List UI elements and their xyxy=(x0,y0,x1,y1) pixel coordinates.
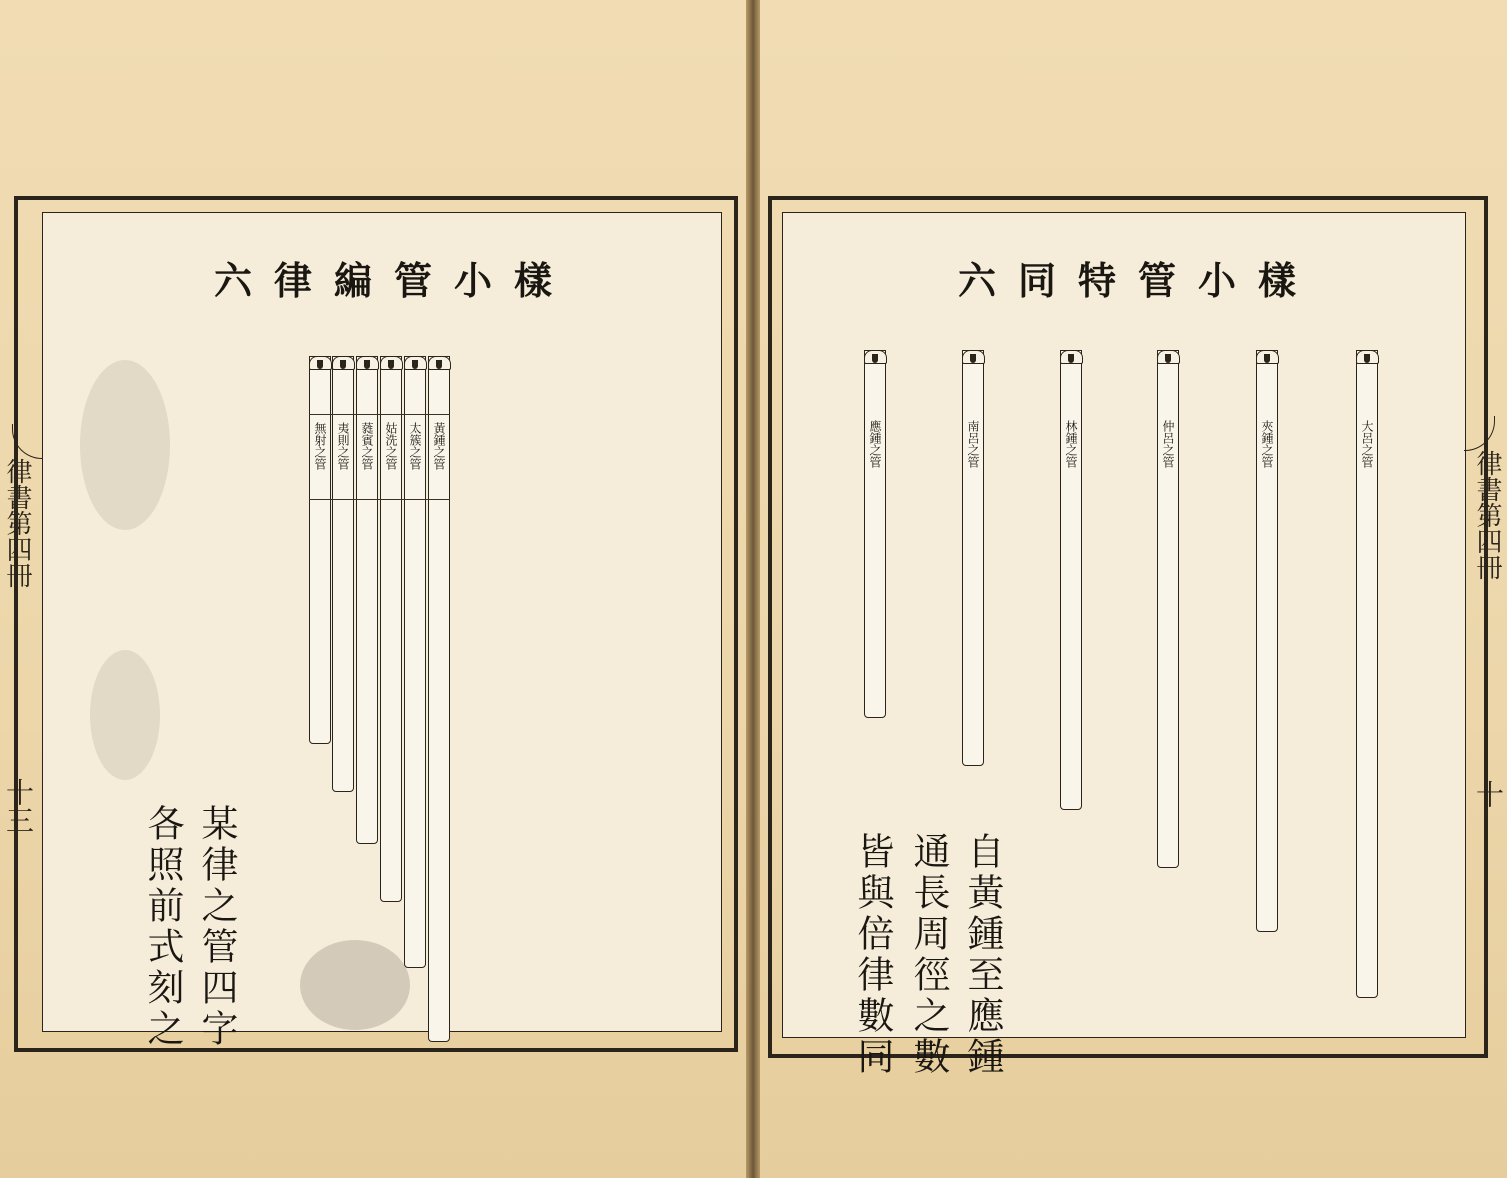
pipe-label: 仲呂之管 xyxy=(1161,420,1175,468)
right-note-line: 皆與倍律數同 xyxy=(851,832,894,1078)
pipe-cap xyxy=(428,356,451,370)
pipe-label: 太簇之管 xyxy=(408,422,422,470)
pipe-label: 蕤賓之管 xyxy=(360,422,374,470)
right-note-line: 通長周徑之數 xyxy=(907,832,950,1078)
pipe-label: 黃鍾之管 xyxy=(432,422,446,470)
pipe-nanlu xyxy=(962,350,984,766)
pipe-cap xyxy=(864,350,887,364)
left-note-line: 某律之管四字 xyxy=(195,804,238,1050)
pipe-cap xyxy=(309,356,332,370)
pipe-label: 林鍾之管 xyxy=(1064,420,1078,468)
pipe-label: 姑洗之管 xyxy=(384,422,398,470)
ink-stain xyxy=(300,940,410,1030)
pipe-label: 夷則之管 xyxy=(336,422,350,470)
right-page xyxy=(760,0,1507,1178)
pipe-cap xyxy=(356,356,379,370)
pipe-label-band xyxy=(309,414,450,500)
pipe-cap xyxy=(1157,350,1180,364)
pipe-label: 南呂之管 xyxy=(966,420,980,468)
pipe-cap xyxy=(332,356,355,370)
right-page-title: 六同特管小樣 xyxy=(958,258,1319,303)
pipe-cap xyxy=(380,356,403,370)
ink-bleed xyxy=(80,360,170,530)
spine-page-number: 十 xyxy=(1472,780,1505,808)
left-note-line: 各照前式刻之 xyxy=(141,804,184,1050)
pipe-cap xyxy=(404,356,427,370)
spine-book-title: 律書第四冊 xyxy=(1472,450,1502,580)
pipe-cap xyxy=(962,350,985,364)
ink-bleed xyxy=(90,650,160,780)
pipe-cap xyxy=(1256,350,1279,364)
pipe-yingzhong xyxy=(864,350,886,718)
fish-tail-mark xyxy=(1464,416,1495,451)
pipe-label: 夾鍾之管 xyxy=(1260,420,1274,468)
left-page xyxy=(0,0,748,1178)
pipe-label: 無射之管 xyxy=(313,422,327,470)
pipe-linzhong xyxy=(1060,350,1082,810)
pipe-label: 大呂之管 xyxy=(1360,420,1374,468)
pipe-cap xyxy=(1356,350,1379,364)
spine-book-title: 律書第四冊 xyxy=(2,458,32,588)
spine-page-number: 十三 xyxy=(2,778,35,834)
left-page-title: 六律編管小樣 xyxy=(214,258,575,303)
pipe-cap xyxy=(1060,350,1083,364)
right-note-line: 自黃鍾至應鍾 xyxy=(961,832,1004,1078)
pipe-label: 應鍾之管 xyxy=(868,420,882,468)
